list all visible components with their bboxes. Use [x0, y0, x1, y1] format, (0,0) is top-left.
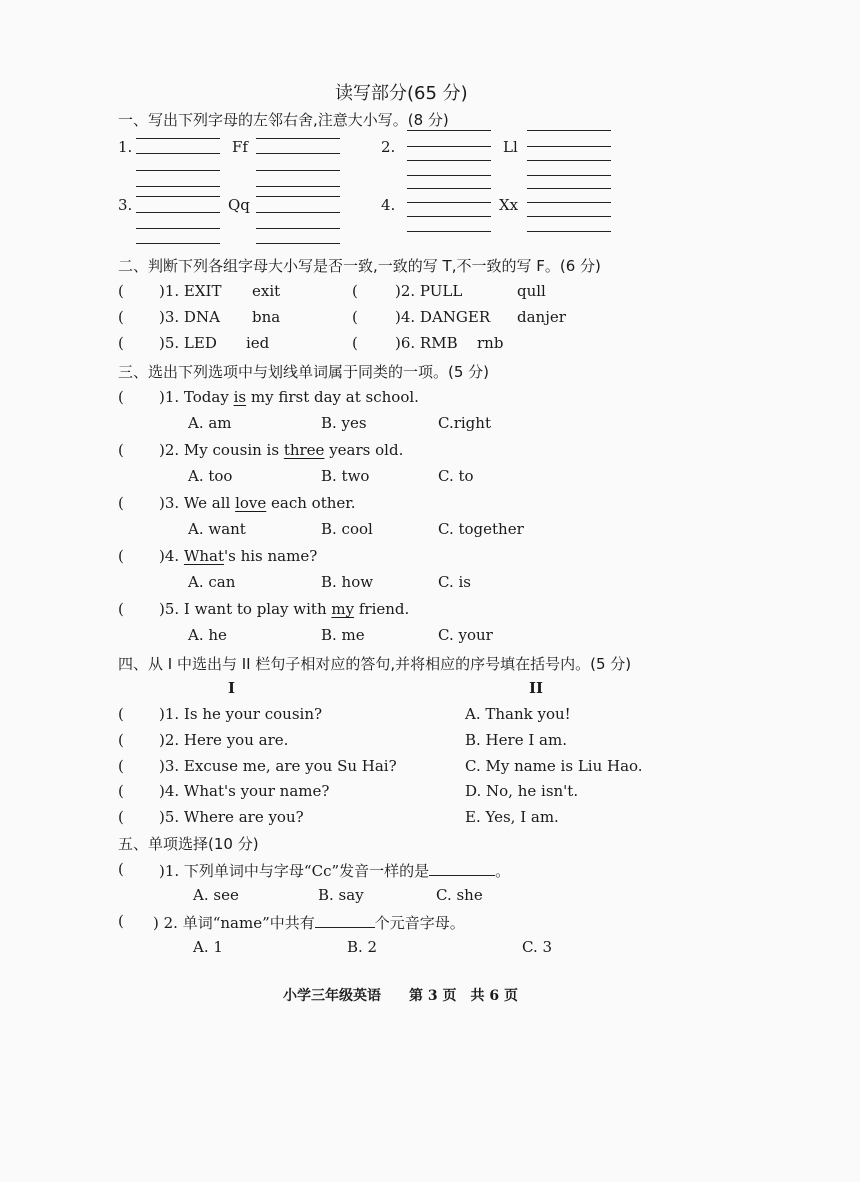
s3-paren: ( — [118, 547, 124, 565]
s3-q2-option-a: A. too — [188, 467, 233, 485]
s3-q1-option-b: B. yes — [321, 414, 367, 432]
s4-paren: ( — [118, 731, 124, 749]
s3-q1: )1. Today is my first day at school. — [159, 388, 419, 406]
s2-item5-upper: )5. LED — [159, 334, 217, 352]
section1-heading: 一、写出下列字母的左邻右舍,注意大小写。(8 分) — [118, 111, 449, 129]
s5-q1-option-a: A. see — [193, 886, 239, 904]
s3-paren: ( — [118, 600, 124, 618]
s3-q5-option-b: B. me — [321, 626, 365, 644]
page-footer: 小学三年级英语 第 3 页 共 6 页 — [283, 988, 518, 1004]
s3-q2-option-b: B. two — [321, 467, 370, 485]
s4-col1-label: I — [228, 679, 236, 697]
section4-heading: 四、从 I 中选出与 II 栏句子相对应的答句,并将相应的序号填在括号内。(5 分) — [118, 655, 632, 673]
s3-q4-option-b: B. how — [321, 573, 374, 591]
s3-q3-option-c: C. together — [438, 520, 524, 538]
s1-item3-num: 3. — [118, 196, 133, 214]
s4-paren: ( — [118, 808, 124, 826]
s4-right-a: A. Thank you! — [465, 705, 571, 723]
s2-item6-upper: )6. RMB — [395, 334, 458, 352]
s1-item3-letters: Qq — [228, 196, 250, 214]
s5-q2-option-b: B. 2 — [347, 938, 378, 956]
s4-right-e: E. Yes, I am. — [465, 808, 559, 826]
s4-left-2: )2. Here you are. — [159, 731, 289, 749]
s2-item2-lower: qull — [517, 282, 546, 300]
s3-q3: )3. We all love each other. — [159, 494, 356, 512]
s1-item1-letters: Ff — [232, 138, 248, 156]
s4-right-c: C. My name is Liu Hao. — [465, 757, 643, 775]
s3-q3-option-b: B. cool — [321, 520, 373, 538]
s3-paren: ( — [118, 494, 124, 512]
s1-item2-letters: Ll — [503, 138, 518, 156]
s3-q1-option-c: C.right — [438, 414, 491, 432]
answer-blank — [429, 861, 495, 876]
s5-q1: )1. 下列单词中与字母“Cc”发音一样的是 。 — [159, 862, 511, 880]
s5-q2-option-c: C. 3 — [522, 938, 553, 956]
s4-paren: ( — [118, 705, 124, 723]
s2-paren: ( — [352, 334, 358, 352]
section3-heading: 三、选出下列选项中与划线单词属于同类的一项。(5 分) — [118, 363, 490, 381]
s5-q1-option-b: B. say — [318, 886, 364, 904]
s4-left-4: )4. What's your name? — [159, 782, 330, 800]
s2-paren: ( — [352, 282, 358, 300]
s2-paren: ( — [118, 334, 124, 352]
s2-paren: ( — [352, 308, 358, 326]
s2-item2-upper: )2. PULL — [395, 282, 463, 300]
s3-q4-option-a: A. can — [188, 573, 236, 591]
s3-q4-option-c: C. is — [438, 573, 471, 591]
s4-paren: ( — [118, 757, 124, 775]
s3-q4: )4. What's his name? — [159, 547, 318, 565]
s4-left-5: )5. Where are you? — [159, 808, 304, 826]
s2-item3-lower: bna — [252, 308, 281, 326]
s2-item3-upper: )3. DNA — [159, 308, 220, 326]
s1-item1-num: 1. — [118, 138, 133, 156]
s4-left-3: )3. Excuse me, are you Su Hai? — [159, 757, 397, 775]
s3-q1-option-a: A. am — [188, 414, 232, 432]
s2-item6-lower: rnb — [477, 334, 504, 352]
s4-paren: ( — [118, 782, 124, 800]
s5-paren: ( — [118, 860, 124, 878]
s3-q3-option-a: A. want — [188, 520, 246, 538]
s4-right-d: D. No, he isn't. — [465, 782, 579, 800]
s3-q5-option-c: C. your — [438, 626, 493, 644]
s1-item4-letters: Xx — [499, 196, 519, 214]
s2-item1-upper: )1. EXIT — [159, 282, 222, 300]
s3-q2: )2. My cousin is three years old. — [159, 441, 404, 459]
s2-item4-lower: danjer — [517, 308, 566, 326]
s2-paren: ( — [118, 308, 124, 326]
s3-q5: )5. I want to play with my friend. — [159, 600, 410, 618]
s5-q2: ) 2. 单词“name”中共有 个元音字母。 — [153, 914, 465, 932]
s3-q5-option-a: A. he — [188, 626, 227, 644]
s2-item4-upper: )4. DANGER — [395, 308, 491, 326]
s4-right-b: B. Here I am. — [465, 731, 567, 749]
s1-item4-num: 4. — [381, 196, 396, 214]
s3-paren: ( — [118, 388, 124, 406]
s5-paren: ( — [118, 912, 124, 930]
s1-item2-num: 2. — [381, 138, 396, 156]
s5-q2-option-a: A. 1 — [193, 938, 223, 956]
s3-q2-option-c: C. to — [438, 467, 474, 485]
s5-q1-option-c: C. she — [436, 886, 483, 904]
s4-col2-label: II — [529, 679, 544, 697]
s4-left-1: )1. Is he your cousin? — [159, 705, 323, 723]
s2-paren: ( — [118, 282, 124, 300]
section2-heading: 二、判断下列各组字母大小写是否一致,一致的写 T,不一致的写 F。(6 分) — [118, 257, 601, 275]
section5-heading: 五、单项选择(10 分) — [118, 835, 259, 853]
answer-blank — [315, 913, 375, 928]
s2-item5-lower: ied — [246, 334, 270, 352]
page-title: 读写部分(65 分) — [335, 83, 468, 104]
s2-item1-lower: exit — [252, 282, 281, 300]
s3-paren: ( — [118, 441, 124, 459]
